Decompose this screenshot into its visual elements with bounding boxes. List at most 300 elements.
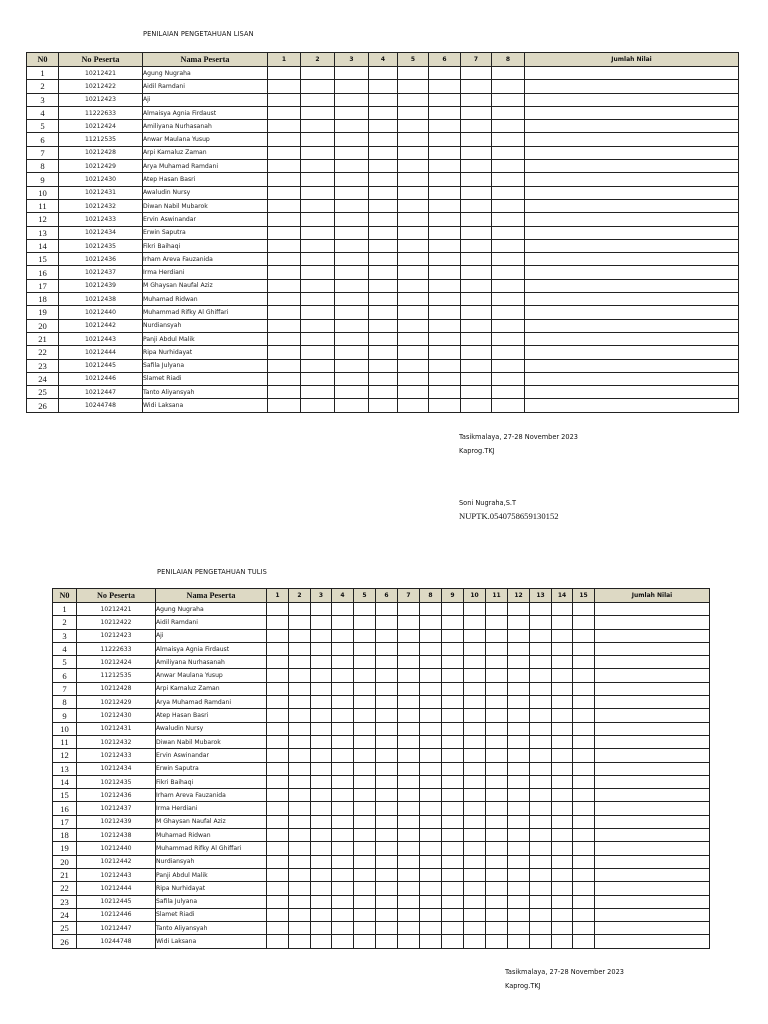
score-cell [289,682,311,695]
score-cell [492,186,525,199]
score-cell [267,762,289,775]
no-peserta-cell: 10212432 [77,735,156,748]
score-cell [429,226,461,239]
table-row [27,266,739,279]
score-cell [332,616,354,629]
score-cell [301,293,335,306]
score-cell [486,815,508,828]
score-cell [464,722,486,735]
table-row [27,239,739,252]
score-cell [267,922,289,935]
score-cell [461,93,492,106]
nama-peserta-cell: Almaisya Agnia Firdaust [143,106,268,119]
no-peserta-cell: 10212439 [59,279,143,292]
score-cell [442,629,464,642]
jumlah-nilai-cell [525,346,739,359]
table-row [53,775,710,788]
score-cell [376,709,398,722]
score-cell [573,829,595,842]
score-cell [420,802,442,815]
score-cell [311,735,332,748]
nama-peserta-cell: Widi Laksana [156,935,267,948]
score-cell [376,842,398,855]
nama-peserta-cell: Anwar Maulana Yusup [156,669,267,682]
score-cell [508,855,530,868]
score-cell [530,935,552,948]
score-cell [311,775,332,788]
score-cell [464,669,486,682]
score-cell [289,603,311,616]
score-cell [369,173,398,186]
jumlah-nilai-cell [525,239,739,252]
score-cell [268,332,301,345]
col-header-score: 5 [354,589,376,603]
score-cell [332,922,354,935]
score-cell [492,319,525,332]
score-cell [461,399,492,412]
score-cell [289,669,311,682]
score-cell [464,829,486,842]
score-cell [335,253,369,266]
score-cell [369,372,398,385]
col-header-score: 3 [335,53,369,67]
row-number: 26 [53,935,77,948]
score-cell [508,682,530,695]
score-cell [267,722,289,735]
jumlah-nilai-cell [525,213,739,226]
nama-peserta-cell: Nurdiansyah [143,319,268,332]
score-cell [492,67,525,80]
score-cell [552,642,573,655]
score-cell [301,386,335,399]
score-cell [267,895,289,908]
score-cell [335,346,369,359]
score-cell [376,935,398,948]
score-cell [354,815,376,828]
score-cell [335,386,369,399]
score-cell [486,842,508,855]
score-cell [332,749,354,762]
score-cell [369,253,398,266]
score-cell [442,616,464,629]
score-cell [461,80,492,93]
no-peserta-cell: 10212423 [59,93,143,106]
score-cell [398,239,429,252]
score-cell [398,842,420,855]
score-cell [267,855,289,868]
jumlah-nilai-cell [595,802,710,815]
score-cell [398,80,429,93]
score-cell [552,669,573,682]
score-cell [268,239,301,252]
score-cell [376,855,398,868]
score-cell [335,213,369,226]
col-header-score: 6 [429,53,461,67]
score-cell [420,735,442,748]
row-number: 15 [27,253,59,266]
score-cell [464,603,486,616]
score-cell [335,80,369,93]
score-cell [335,332,369,345]
jumlah-nilai-cell [595,829,710,842]
table-row [27,386,739,399]
score-cell [301,306,335,319]
score-cell [420,842,442,855]
score-cell [398,603,420,616]
score-cell [369,213,398,226]
row-number: 17 [53,815,77,828]
nama-peserta-cell: Arpi Kamaluz Zaman [156,682,267,695]
row-number: 7 [27,146,59,159]
score-cell [301,173,335,186]
table-row [27,372,739,385]
score-cell [289,882,311,895]
score-cell [398,855,420,868]
col-header-score: 4 [369,53,398,67]
row-number: 11 [27,199,59,212]
score-cell [461,306,492,319]
score-cell [354,855,376,868]
score-cell [461,239,492,252]
score-cell [332,855,354,868]
score-cell [486,908,508,921]
score-cell [268,67,301,80]
score-cell [573,908,595,921]
score-cell [508,908,530,921]
score-cell [464,789,486,802]
score-cell [354,642,376,655]
score-cell [398,922,420,935]
score-cell [442,682,464,695]
table-row [53,629,710,642]
score-cell [267,908,289,921]
score-cell [552,789,573,802]
score-cell [369,106,398,119]
score-cell [442,749,464,762]
table-row [53,669,710,682]
nama-peserta-cell: Slamet Riadi [143,372,268,385]
score-cell [311,882,332,895]
row-number: 12 [53,749,77,762]
score-cell [354,802,376,815]
score-cell [429,239,461,252]
score-cell [398,306,429,319]
nama-peserta-cell: Diwan Nabil Mubarok [156,735,267,748]
score-cell [335,293,369,306]
table-row [53,789,710,802]
table-row [53,829,710,842]
score-cell [573,935,595,948]
score-cell [573,895,595,908]
score-cell [552,882,573,895]
jumlah-nilai-cell [525,120,739,133]
score-cell [289,908,311,921]
score-cell [311,868,332,881]
score-cell [552,722,573,735]
row-number: 6 [53,669,77,682]
score-cell [369,386,398,399]
score-cell [552,855,573,868]
score-cell [508,882,530,895]
score-cell [420,922,442,935]
jumlah-nilai-cell [525,359,739,372]
nama-peserta-cell: Anwar Maulana Yusup [143,133,268,146]
table-row [53,935,710,948]
score-cell [420,868,442,881]
score-cell [354,656,376,669]
score-cell [369,266,398,279]
nama-peserta-cell: Aidil Ramdani [156,616,267,629]
score-cell [398,882,420,895]
score-cell [267,842,289,855]
score-cell [289,922,311,935]
score-cell [508,775,530,788]
score-cell [376,722,398,735]
score-cell [369,120,398,133]
score-cell [268,133,301,146]
no-peserta-cell: 10212437 [59,266,143,279]
score-cell [464,682,486,695]
score-cell [573,749,595,762]
score-cell [442,775,464,788]
score-cell [398,895,420,908]
no-peserta-cell: 10212445 [77,895,156,908]
score-cell [268,80,301,93]
jumlah-nilai-cell [525,386,739,399]
score-cell [442,895,464,908]
score-cell [464,642,486,655]
score-cell [429,213,461,226]
score-cell [552,735,573,748]
table-row [53,749,710,762]
jumlah-nilai-cell [595,603,710,616]
score-cell [552,749,573,762]
col-header-score: 7 [398,589,420,603]
score-cell [420,629,442,642]
score-cell [376,868,398,881]
jumlah-nilai-cell [595,656,710,669]
score-cell [376,815,398,828]
score-cell [420,789,442,802]
score-cell [464,696,486,709]
score-cell [461,67,492,80]
score-cell [420,722,442,735]
score-cell [573,709,595,722]
score-cell [289,616,311,629]
score-cell [486,868,508,881]
score-cell [332,908,354,921]
score-cell [268,386,301,399]
score-cell [369,279,398,292]
jumlah-nilai-cell [595,882,710,895]
score-cell [573,789,595,802]
score-cell [530,696,552,709]
table-row [27,160,739,173]
score-cell [530,616,552,629]
score-cell [530,789,552,802]
score-cell [301,359,335,372]
jumlah-nilai-cell [595,895,710,908]
row-number: 16 [27,266,59,279]
score-cell [486,829,508,842]
score-cell [398,815,420,828]
col-header-no-peserta: No Peserta [59,53,143,67]
score-cell [332,815,354,828]
no-peserta-cell: 10212435 [59,239,143,252]
score-cell [335,372,369,385]
score-cell [398,682,420,695]
no-peserta-cell: 10212430 [77,709,156,722]
score-cell [289,642,311,655]
jumlah-nilai-cell [595,616,710,629]
score-cell [354,775,376,788]
score-cell [461,332,492,345]
score-cell [461,359,492,372]
score-cell [508,935,530,948]
signature-name: Soni Nugraha,S.T [459,499,516,507]
score-cell [508,868,530,881]
table-row [53,735,710,748]
no-peserta-cell: 10212443 [59,332,143,345]
score-cell [573,842,595,855]
score-cell [486,642,508,655]
score-cell [376,802,398,815]
nama-peserta-cell: Muhamad Ridwan [143,293,268,306]
nama-peserta-cell: Ervin Aswinandar [156,749,267,762]
score-cell [429,80,461,93]
score-cell [464,735,486,748]
score-cell [398,642,420,655]
score-cell [508,802,530,815]
score-cell [464,908,486,921]
nama-peserta-cell: Safila Julyana [143,359,268,372]
score-cell [398,133,429,146]
score-cell [442,669,464,682]
score-cell [335,186,369,199]
row-number: 21 [27,332,59,345]
score-cell [398,146,429,159]
score-cell [301,146,335,159]
col-header-score: 8 [420,589,442,603]
score-cell [398,106,429,119]
score-cell [398,749,420,762]
score-cell [398,868,420,881]
score-cell [420,642,442,655]
score-cell [376,656,398,669]
row-number: 8 [53,696,77,709]
score-cell [442,722,464,735]
score-cell [429,173,461,186]
score-cell [573,722,595,735]
score-cell [301,239,335,252]
nama-peserta-cell: Muhamad Ridwan [156,829,267,842]
score-cell [552,696,573,709]
no-peserta-cell: 10212438 [59,293,143,306]
score-cell [530,629,552,642]
score-cell [486,789,508,802]
score-cell [464,749,486,762]
score-cell [289,868,311,881]
no-peserta-cell: 10212442 [59,319,143,332]
jumlah-nilai-cell [595,815,710,828]
score-cell [398,399,429,412]
score-cell [311,842,332,855]
signature2-role: Kaprog.TKJ [505,982,541,990]
score-cell [376,829,398,842]
score-cell [332,656,354,669]
score-cell [429,146,461,159]
score-cell [530,669,552,682]
row-number: 14 [53,775,77,788]
jumlah-nilai-cell [525,293,739,306]
score-cell [492,160,525,173]
score-cell [335,173,369,186]
score-cell [552,922,573,935]
no-peserta-cell: 10212442 [77,855,156,868]
score-cell [461,253,492,266]
score-cell [492,80,525,93]
score-cell [492,106,525,119]
header-row [53,589,710,603]
score-cell [376,642,398,655]
table-row [27,306,739,319]
score-cell [289,735,311,748]
nama-peserta-cell: M Ghaysan Naufal Aziz [156,815,267,828]
score-cell [376,735,398,748]
row-number: 4 [27,106,59,119]
score-cell [530,775,552,788]
score-cell [464,842,486,855]
score-cell [461,346,492,359]
score-cell [486,895,508,908]
row-number: 9 [27,173,59,186]
score-cell [573,669,595,682]
no-peserta-cell: 10212429 [77,696,156,709]
score-cell [301,226,335,239]
score-cell [267,696,289,709]
score-cell [429,306,461,319]
score-cell [354,696,376,709]
score-cell [289,789,311,802]
col-header-nama-peserta: Nama Peserta [156,589,267,603]
score-cell [464,709,486,722]
score-cell [398,789,420,802]
score-cell [332,842,354,855]
score-cell [332,682,354,695]
score-cell [398,120,429,133]
score-cell [289,749,311,762]
table-row [53,642,710,655]
table-row [27,359,739,372]
score-cell [332,802,354,815]
score-cell [486,656,508,669]
score-cell [530,682,552,695]
score-cell [398,359,429,372]
score-cell [492,346,525,359]
row-number: 13 [53,762,77,775]
row-number: 19 [53,842,77,855]
no-peserta-cell: 10212431 [59,186,143,199]
table-row [27,346,739,359]
table-row [53,882,710,895]
score-cell [289,855,311,868]
score-cell [492,213,525,226]
no-peserta-cell: 10212421 [77,603,156,616]
score-cell [461,133,492,146]
score-cell [369,226,398,239]
score-cell [442,709,464,722]
score-cell [530,642,552,655]
